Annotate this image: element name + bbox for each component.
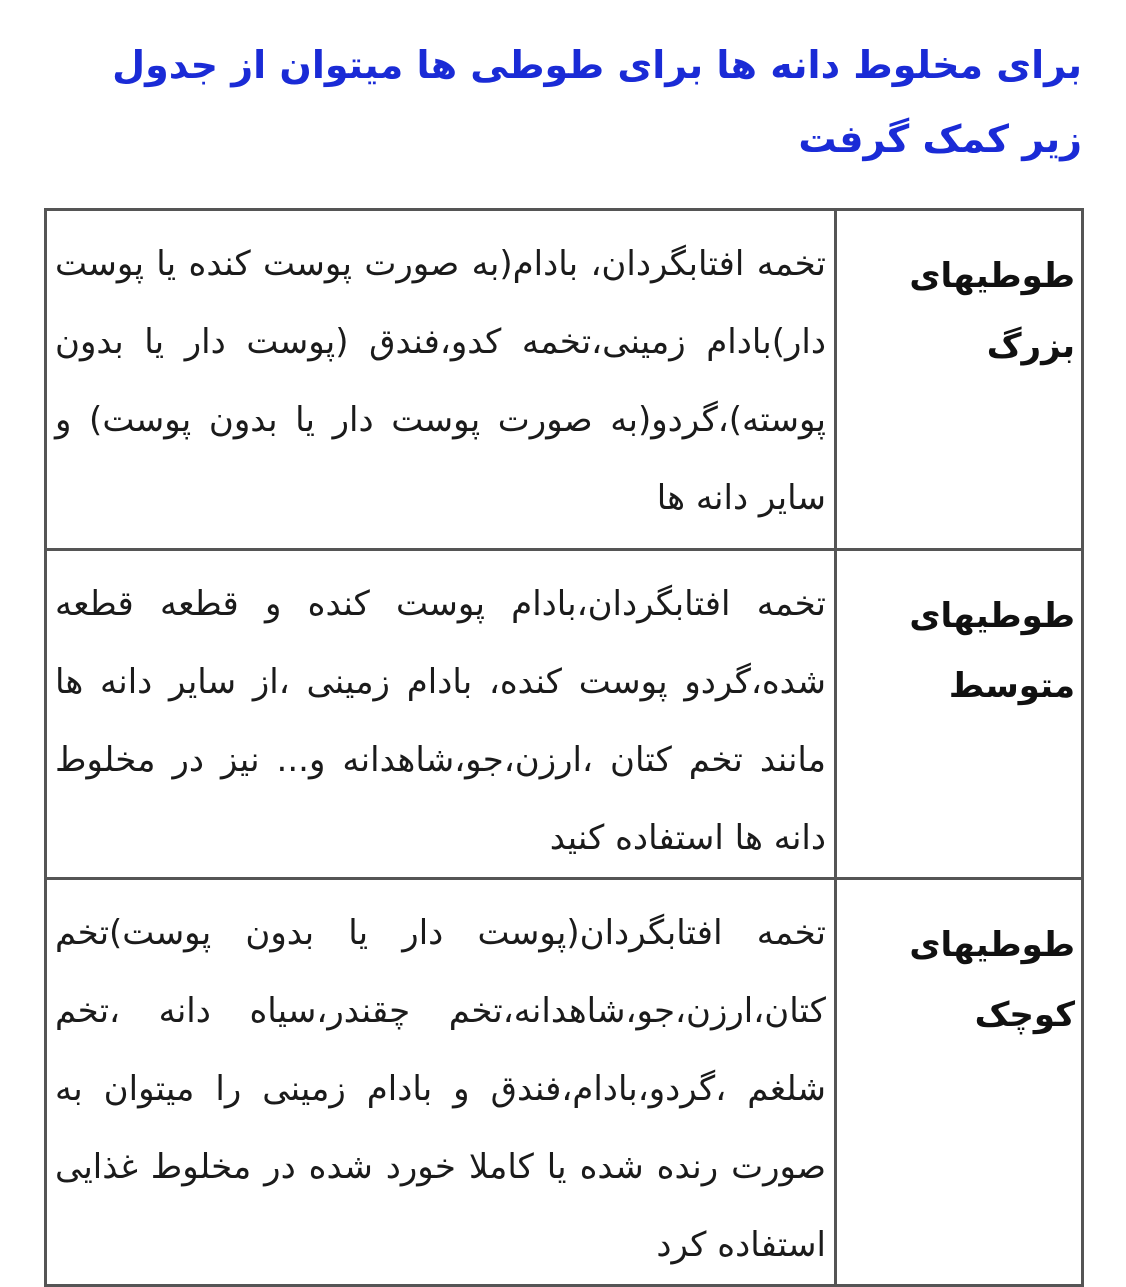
seed-mix-table — [44, 208, 1084, 1287]
row-description-medium-parrots: تخمه افتابگردان،بادام پوست کنده و قطعه قطعه شده،گردو پوست کنده، بادام زمینی ،از سایر دانه ها مانند تخم کتان ،ارزن،جو،شاهدانه و... نیز در مخلوط دانه ها استفاده کنید — [46, 550, 836, 879]
row-label-large-parrots: طوطیهای بزرگ — [836, 210, 1083, 550]
row-label-medium-parrots: طوطیهای متوسط — [836, 550, 1083, 879]
page-title: برای مخلوط دانه ها برای طوطی ها میتوان از جدول زیر کمک گرفت — [112, 43, 1082, 161]
row-description-large-parrots: تخمه افتابگردان، بادام(به صورت پوست کنده یا پوست دار)بادام زمینی،تخمه کدو،فندق (پوست دار یا بدون پوسته)،گردو(به صورت پوست دار یا بدون پوست) و سایر دانه ها — [46, 210, 836, 550]
table-row — [46, 210, 1083, 550]
row-description-small-parrots: تخمه افتابگردان(پوست دار یا بدون پوست)تخم کتان،ارزن،جو،شاهدانه،تخم چقندر،سیاه دانه ،تخم شلغم ،گردو،بادام،فندق و بادام زمینی را میتوان به صورت رنده شده یا کاملا خورد شده در مخلوط غذایی استفاده کرد — [46, 879, 836, 1286]
table-row — [46, 550, 1083, 879]
row-label-small-parrots: طوطیهای کوچک — [836, 879, 1083, 1286]
table-row — [46, 879, 1083, 1286]
